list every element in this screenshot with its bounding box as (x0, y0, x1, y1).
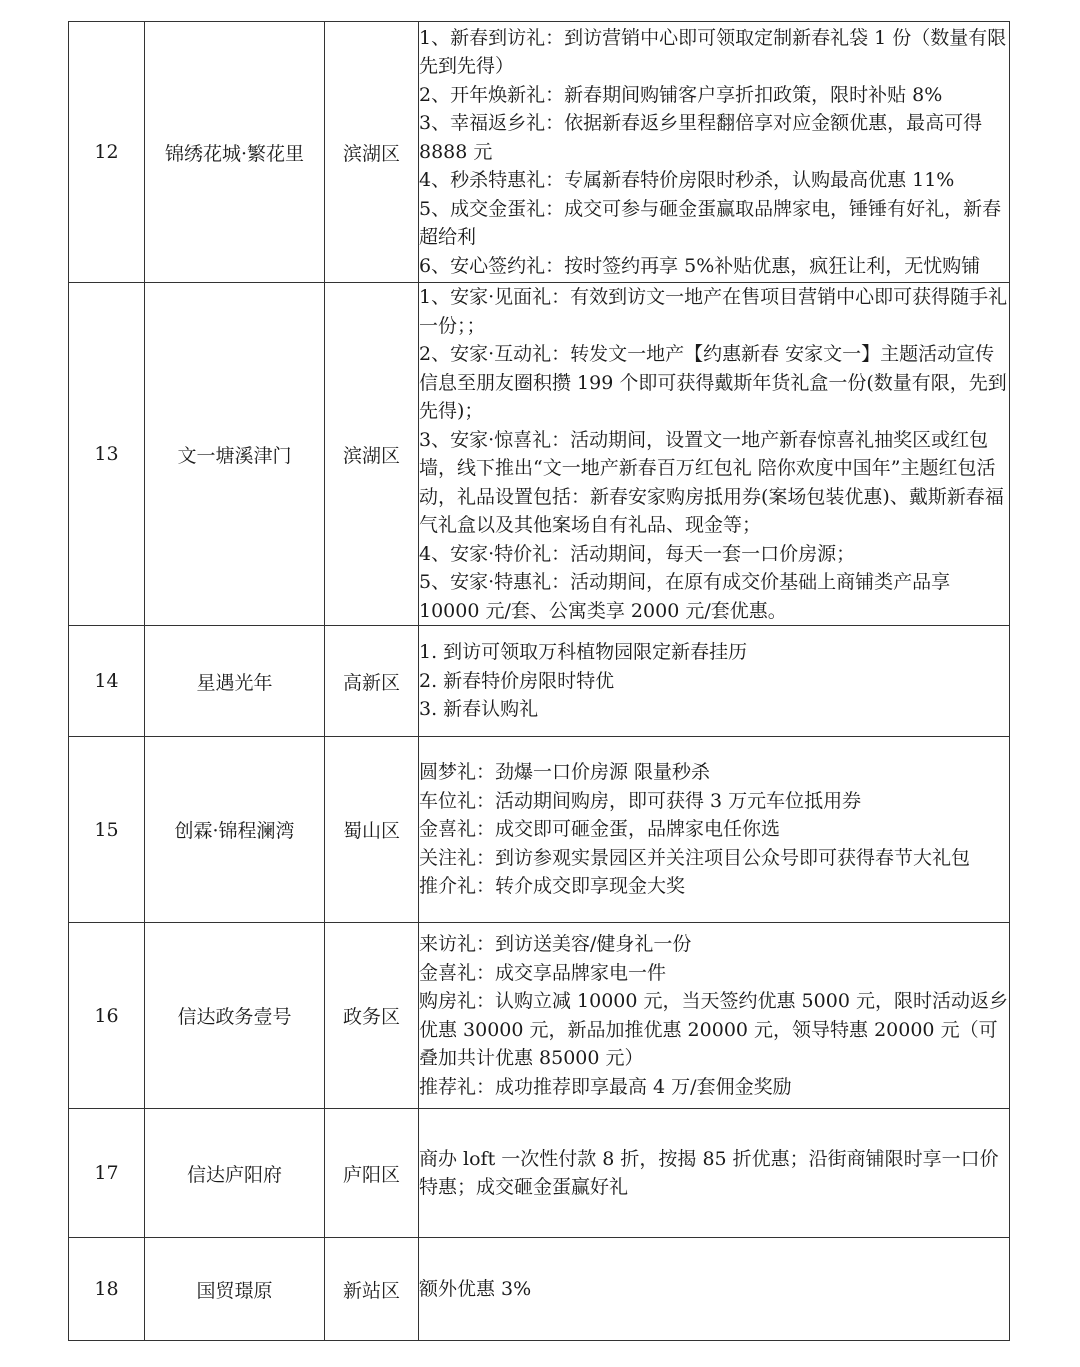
promotion-line: 圆梦礼：劲爆一口价房源 限量秒杀 (419, 761, 711, 784)
row-number: 15 (69, 737, 145, 923)
promotion-line: 2、开年焕新礼：新春期间购铺客户享折扣政策，限时补贴 8% (419, 83, 943, 106)
table-row (69, 283, 1010, 626)
row-number: 16 (69, 923, 145, 1109)
promotion-line: 来访礼：到访送美容/健身礼一份 (419, 933, 692, 955)
promotion-details (419, 283, 1010, 626)
table-row (69, 1238, 1010, 1341)
table-row (69, 22, 1010, 283)
district: 蜀山区 (325, 737, 419, 923)
project-name: 星遇光年 (145, 626, 325, 737)
promotion-details (419, 626, 1010, 737)
district: 政务区 (325, 923, 419, 1109)
district: 滨湖区 (325, 22, 419, 283)
row-number: 14 (69, 626, 145, 737)
table-row (69, 737, 1010, 923)
promotion-line: 6、安心签约礼：按时签约再享 5%补贴优惠，疯狂让利，无忧购铺 (419, 254, 981, 277)
project-name: 文一塘溪津门 (145, 283, 325, 626)
table-row (69, 626, 1010, 737)
promotion-details (419, 923, 1010, 1109)
promotion-line: 2、安家·互动礼：转发文一地产【约惠新春 安家文一】主题活动宣传信息至朋友圈积攒 199 个即可获得戴斯年货礼盒一份(数量有限，先到先得)； (419, 343, 1007, 422)
promotion-line: 1、安家·见面礼：有效到访文一地产在售项目营销中心即可获得随手礼一份；； (419, 286, 1008, 337)
project-name: 信达庐阳府 (145, 1109, 325, 1238)
promotion-details (419, 1109, 1010, 1238)
promotion-line: 3、安家·惊喜礼：活动期间，设置文一地产新春惊喜礼抽奖区或红包墙，线下推出“文一地产新春百万红包礼 陪你欢度中国年”主题红包活动，礼品设置包括：新春安家购房抵用券(案场包装优惠)、戴斯新春福气礼盒以及其他案场自有礼品、现金等； (419, 428, 1004, 536)
promotion-line: 额外优惠 3% (419, 1277, 532, 1300)
table-body (69, 22, 1010, 1341)
district: 高新区 (325, 626, 419, 737)
project-name: 国贸璟原 (145, 1238, 325, 1341)
promotion-line: 4、秒杀特惠礼：专属新春特价房限时秒杀，认购最高优惠 11% (419, 169, 955, 192)
promotion-line: 商办 loft 一次性付款 8 折，按揭 85 折优惠；沿街商铺限时享一口价特惠；成交砸金蛋赢好礼 (419, 1147, 999, 1198)
promotion-line: 金喜礼：成交即可砸金蛋，品牌家电任你选 (419, 818, 781, 841)
promotion-details (419, 737, 1010, 923)
promotion-line: 关注礼：到访参观实景园区并关注项目公众号即可获得春节大礼包 (419, 846, 971, 869)
promotion-details (419, 1238, 1010, 1341)
promotion-line: 购房礼：认购立减 10000 元，当天签约优惠 5000 元，限时活动返乡优惠 30000 元，新品加推优惠 20000 元，领导特惠 20000 元（可叠加共计优惠 85000 元） (419, 990, 1008, 1069)
promotion-line: 车位礼：活动期间购房，即可获得 3 万元车位抵用券 (419, 789, 862, 812)
row-number: 12 (69, 22, 145, 283)
district: 新站区 (325, 1238, 419, 1341)
promotion-line: 金喜礼：成交享品牌家电一件 (419, 961, 667, 984)
promotion-line: 3. 新春认购礼 (419, 698, 539, 721)
row-number: 17 (69, 1109, 145, 1238)
promotions-table (68, 21, 1010, 1341)
promotion-line: 4、安家·特价礼：活动期间，每天一套一口价房源； (419, 542, 856, 565)
project-name: 创霖·锦程澜湾 (145, 737, 325, 923)
promotion-line: 5、成交金蛋礼：成交可参与砸金蛋赢取品牌家电，锤锤有好礼，新春超给利 (419, 197, 1002, 249)
row-number: 18 (69, 1238, 145, 1341)
project-name: 锦绣花城·繁花里 (145, 22, 325, 283)
district: 庐阳区 (325, 1109, 419, 1238)
promotion-line: 1、新春到访礼：到访营销中心即可领取定制新春礼袋 1 份（数量有限 先到先得） (419, 26, 1007, 78)
district: 滨湖区 (325, 283, 419, 626)
promotion-line: 2. 新春特价房限时特优 (419, 669, 615, 692)
table-row (69, 1109, 1010, 1238)
promotion-line: 推介礼：转介成交即享现金大奖 (419, 875, 686, 898)
promotion-line: 3、幸福返乡礼：依据新春返乡里程翻倍享对应金额优惠，最高可得 8888 元 (419, 112, 983, 163)
row-number: 13 (69, 283, 145, 626)
promotion-line: 5、安家·特惠礼：活动期间，在原有成交价基础上商铺类产品享10000 元/套、公寓类享 2000 元/套优惠。 (419, 571, 951, 622)
table-row (69, 923, 1010, 1109)
project-name: 信达政务壹号 (145, 923, 325, 1109)
promotion-details (419, 22, 1010, 283)
promotion-line: 推荐礼：成功推荐即享最高 4 万/套佣金奖励 (419, 1075, 792, 1098)
promotion-line: 1. 到访可领取万科植物园限定新春挂历 (419, 641, 748, 664)
